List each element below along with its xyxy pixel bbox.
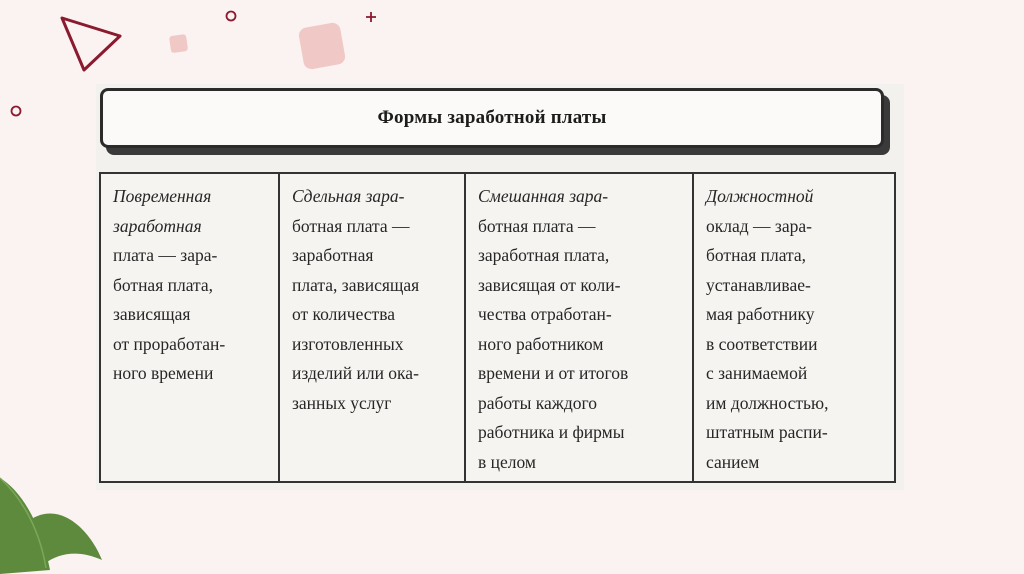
definition-line: занных услуг [292, 392, 392, 413]
definition-line: в соответствии [706, 333, 818, 354]
scanned-document [96, 84, 904, 490]
definition-line: ботная плата, [706, 245, 807, 265]
small-circle-icon [224, 9, 238, 23]
title-box [100, 88, 884, 148]
definition-line: мая работнику [706, 304, 815, 324]
wage-form-cell-time [100, 173, 279, 482]
definition-line: ного работником [478, 333, 604, 354]
leaf-icon [0, 460, 110, 574]
definition-line: — зара- [158, 245, 218, 265]
wage-form-cell-mixed [465, 173, 693, 482]
wage-form-cell-piece [279, 173, 465, 482]
plus-icon [364, 10, 378, 24]
wage-forms-table [99, 172, 896, 483]
rounded-square-icon [296, 20, 348, 72]
definition-line: — зара- [753, 215, 812, 236]
rounded-square-icon [168, 32, 190, 54]
definition-line: в целом [478, 451, 536, 472]
definition-line: от количества [292, 304, 395, 324]
definition-line: от проработан- [113, 333, 226, 354]
definition-line: заработная [292, 245, 374, 265]
term-line: Должностной [706, 186, 814, 206]
definition-line: зависящая [113, 304, 191, 324]
definition-line: ботная плата, [113, 274, 214, 295]
triangle-outline-icon [58, 14, 124, 74]
definition-line: работы каждого [478, 392, 597, 413]
term-line: ботная плата [292, 215, 388, 236]
term-line: заработная [113, 215, 202, 236]
definition-line: изготовленных [292, 333, 404, 354]
definition-line: — [578, 215, 596, 236]
term-line: Сдельная зара- [292, 186, 405, 206]
term-line: плата [113, 245, 155, 265]
term-line: Повременная [113, 186, 212, 206]
definition-line: заработная плата, [478, 245, 610, 265]
page-title: Формы заработной платы [377, 107, 607, 128]
definition-line: им должностью, [706, 392, 829, 413]
term-line: ботная плата [478, 215, 574, 236]
definition-line: работника и фирмы [478, 422, 625, 442]
term-line: оклад [706, 215, 749, 236]
definition-line: чества отработан- [478, 304, 612, 324]
small-circle-icon [9, 104, 23, 118]
table-row [100, 173, 895, 482]
definition-line: — [392, 215, 410, 236]
definition-line: плата, зависящая [292, 274, 420, 295]
wage-form-cell-salary [693, 173, 895, 482]
definition-line: времени и от итогов [478, 363, 629, 383]
term-line: Смешанная зара- [478, 186, 609, 206]
definition-line: с занимаемой [706, 363, 808, 383]
definition-line: устанавливае- [706, 274, 811, 295]
definition-line: штатным распи- [706, 422, 828, 442]
definition-line: санием [706, 451, 760, 472]
definition-line: ного времени [113, 363, 214, 383]
definition-line: зависящая от коли- [478, 274, 621, 295]
definition-line: изделий или ока- [292, 363, 419, 383]
